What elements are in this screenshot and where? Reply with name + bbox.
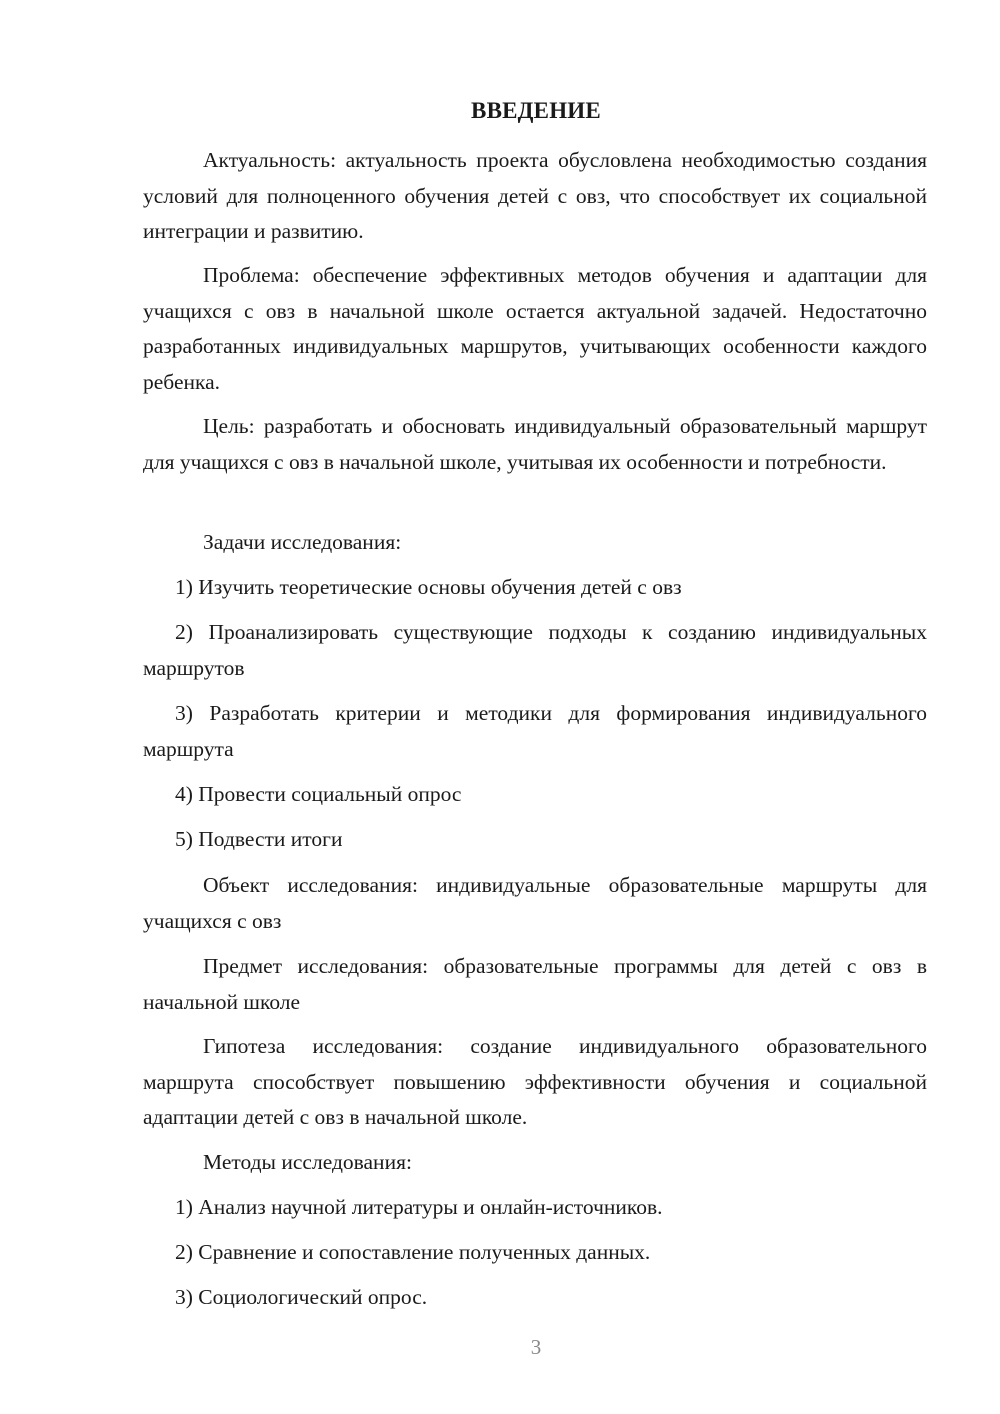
task-item: 3) Разработать критерии и методики для формирования индивидуального маршрута <box>143 701 927 761</box>
method-item: 1) Анализ научной литературы и онлайн-источников. <box>175 1195 663 1219</box>
page-title: ВВЕДЕНИЕ <box>471 98 601 123</box>
hypothesis-paragraph: Гипотеза исследования: создание индивидуального образовательного маршрута способствует повышению эффективности обучения и социальной адаптации детей с овз в начальной школе. <box>143 1034 927 1129</box>
relevance-paragraph: Актуальность: актуальность проекта обусловлена необходимостью создания условий для полноценного обучения детей с овз, что способствует их социальной интеграции и развитию. <box>143 148 927 243</box>
problem-paragraph: Проблема: обеспечение эффективных методов обучения и адаптации для учащихся с овз в начальной школе остается актуальной задачей. Недостаточно разработанных индивидуальных маршрутов, учитывающих особенности каждого ребенка. <box>143 263 927 394</box>
method-item: 2) Сравнение и сопоставление полученных данных. <box>175 1240 651 1264</box>
method-item: 3) Социологический опрос. <box>175 1285 428 1309</box>
task-item: 2) Проанализировать существующие подходы к созданию индивидуальных маршрутов <box>143 620 927 680</box>
subject-paragraph: Предмет исследования: образовательные программы для детей с овз в начальной школе <box>143 954 927 1014</box>
task-item: 5) Подвести итоги <box>175 827 343 851</box>
page-number: 3 <box>530 1335 542 1359</box>
goal-paragraph: Цель: разработать и обосновать индивидуальный образовательный маршрут для учащихся с овз в начальной школе, учитывая их особенности и потребности. <box>143 414 927 474</box>
tasks-heading: Задачи исследования: <box>203 530 402 554</box>
methods-heading: Методы исследования: <box>203 1150 412 1174</box>
task-item: 4) Провести социальный опрос <box>175 782 462 806</box>
task-item: 1) Изучить теоретические основы обучения детей с овз <box>175 575 682 599</box>
object-paragraph: Объект исследования: индивидуальные образовательные маршруты для учащихся с овз <box>143 873 927 933</box>
